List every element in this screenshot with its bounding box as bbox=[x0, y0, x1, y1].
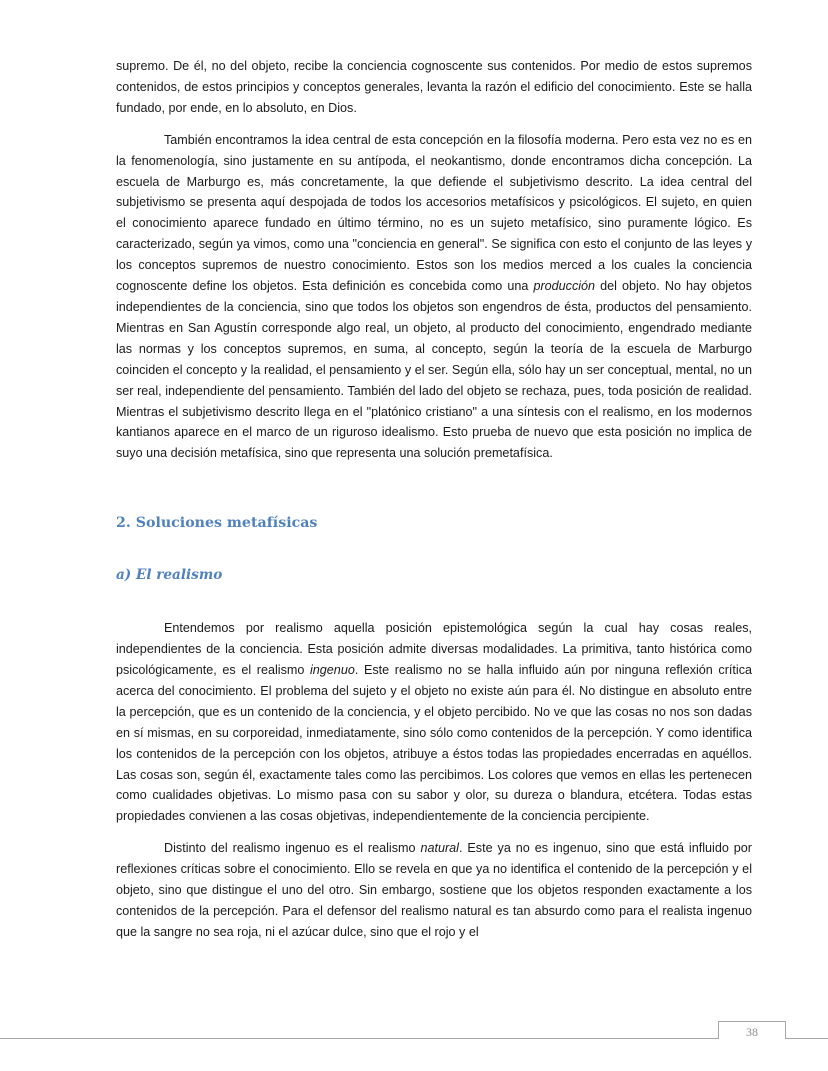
paragraph-3-emphasis: ingenuo bbox=[310, 663, 355, 678]
paragraph-2-emphasis: producción bbox=[533, 279, 596, 294]
paragraph-4-text-b: . Este ya no es ingenuo, sino que está influido por reflexiones críticas sobre el conocimiento. Ello se revela en que ya no identifica el contenido de la percepción y el objeto, sino que distingue el uno del otro. Sin embargo, sostiene que los objetos responden exactamente a los contenidos de la percepción. Para el defensor del realismo natural es tan absurdo como para el realista ingenuo que la sangre no sea roja, ni el azúcar dulce, sino que el rojo y el bbox=[116, 841, 752, 939]
paragraph-2-text-a: También encontramos la idea central de esta concepción en la filosofía moderna. Pero esta vez no es en la fenomenología, sino justamente en su antípoda, el neokantismo, donde encontramos dicha concepción. La escuela de Marburgo es, más concretamente, la que defiende el subjetivismo descrito. La idea central del subjetivismo se presenta aquí despojada de todos los accesorios metafísicos y psicológicos. El sujeto, en quien el conocimiento aparece fundado en último término, no es un sujeto metafísico, sino puramente lógico. Es caracterizado, según ya vimos, como una "conciencia en general". Se significa con esto el conjunto de las leyes y los conceptos supremos de nuestro conocimiento. Estos son los medios merced a los cuales la conciencia cognoscente define los objetos. Esta definición es concebida como una bbox=[116, 132, 752, 294]
section-heading: 2. Soluciones metafísicas bbox=[116, 515, 318, 532]
paragraph-1: supremo. De él, no del objeto, recibe la conciencia cognoscente sus contenidos. Por medio de estos supremos contenidos, de estos principios y conceptos generales, levanta la razón el edificio del conocimiento. Este se halla fundado, por ende, en lo absoluto, en Dios. bbox=[116, 59, 752, 115]
paragraph-4 bbox=[116, 838, 752, 943]
paragraph-2-text-b: del objeto. No hay objetos independientes de la conciencia, sino que todos los objetos son engendros de ésta, productos del pensamiento. Mientras en San Agustín corresponde algo real, un objeto, al producto del conocimiento, engendrado mediante las normas y los conceptos supremos, en suma, al concepto, según la teoría de la escuela de Marburgo coinciden el concepto y la realidad, el pensamiento y el ser. Según ella, sólo hay un ser conceptual, mental, no un ser real, independiente del pensamiento. También del lado del objeto se rechaza, pues, toda posición de realidad. Mientras el subjetivismo descrito llega en el "platónico cristiano" a una síntesis con el realismo, en los modernos kantianos aparece en el marco de un riguroso idealismo. Esto prueba de nuevo que esta posición no implica de suyo una decisión metafísica, sino que representa una solución premetafísica. bbox=[116, 279, 752, 461]
paragraph-3-text-a: Entendemos por realismo aquella posición epistemológica según la cual hay cosas reales, independientes de la conciencia. Esta posición admite diversas modalidades. La primitiva, tanto histórica como psicológicamente, es el realismo bbox=[116, 621, 752, 678]
page-number: 38 bbox=[718, 1021, 786, 1039]
paragraph-4-emphasis: natural bbox=[420, 841, 459, 856]
paragraph-3 bbox=[116, 618, 752, 827]
subsection-heading: a) El realismo bbox=[116, 567, 223, 584]
paragraph-2 bbox=[116, 130, 752, 465]
page-content bbox=[116, 56, 752, 943]
paragraph-3-text-b: . Este realismo no se halla influido aún por ninguna reflexión crítica acerca del conocimiento. El problema del sujeto y el objeto no existe aún para él. No distingue en absoluto entre la percepción, que es un contenido de la conciencia, y el objeto percibido. No ve que las cosas no nos son dadas en sí mismas, en su corporeidad, inmediatamente, sino sólo como contenidos de la percepción. Y como identifica los contenidos de la percepción con los objetos, atribuye a éstos todas las propiedades encerradas en aquéllos. Las cosas son, según él, exactamente tales como las percibimos. Los colores que vemos en ellas les pertenecen como cualidades objetivas. Lo mismo pasa con su sabor y olor, su dureza o blandura, etcétera. Todas estas propiedades convienen a las cosas objetivas, independientemente de la conciencia percipiente. bbox=[116, 663, 753, 824]
paragraph-4-text-a: Distinto del realismo ingenuo es el realismo bbox=[164, 841, 421, 856]
footer-rule bbox=[0, 1038, 828, 1039]
